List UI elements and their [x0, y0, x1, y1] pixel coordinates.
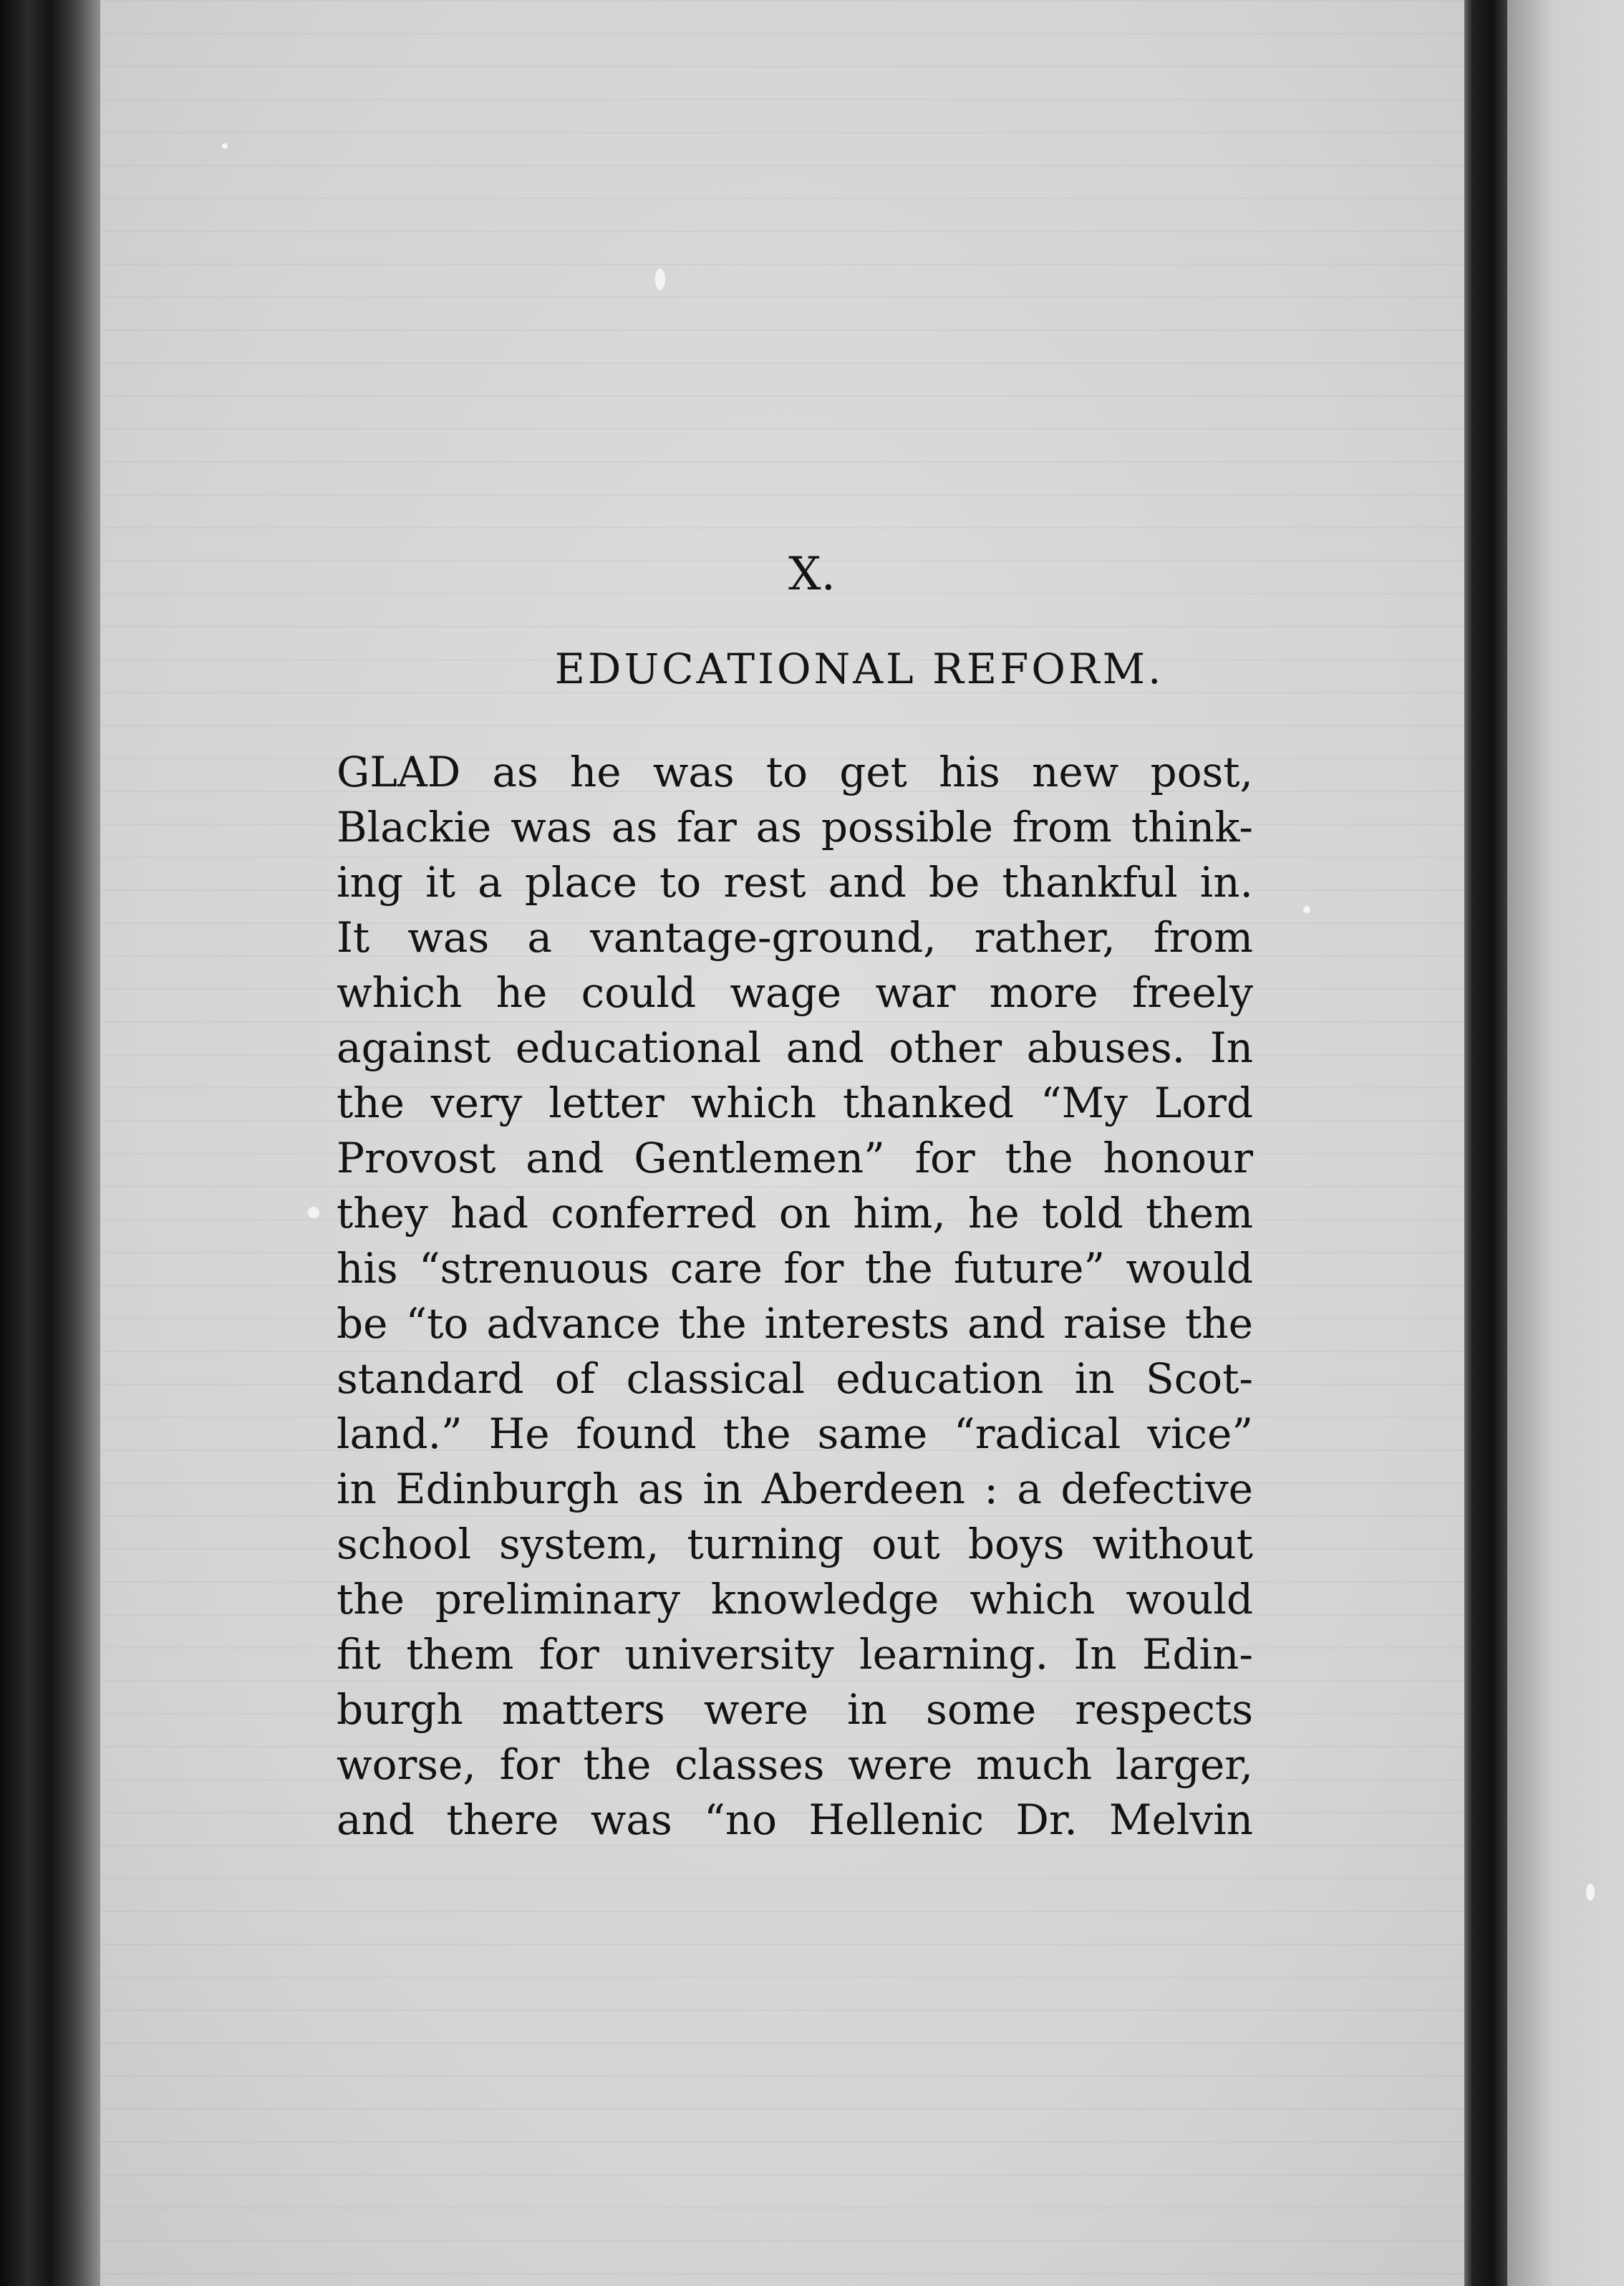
chapter-number: X.	[788, 548, 836, 601]
text-line: which he could wage war more freely	[337, 968, 1253, 1017]
chapter-title: EDUCATIONAL REFORM.	[554, 645, 1164, 693]
text-line: land.” He found the same “radical vice”	[337, 1409, 1253, 1458]
text-line: GLAD as he was to get his new post,	[337, 748, 1253, 796]
text-line: be “to advance the interests and raise the	[337, 1299, 1253, 1348]
text-line: fit them for university learning. In Edin-	[337, 1630, 1253, 1679]
adjacent-page-edge	[1507, 0, 1624, 2286]
left-binding-edge	[0, 0, 107, 2286]
text-line: ing it a place to rest and be thankful in.	[337, 858, 1253, 907]
text-line: and there was “no Hellenic Dr. Melvin	[337, 1795, 1253, 1844]
text-line: It was a vantage-ground, rather, from	[337, 913, 1253, 962]
book-spine-gutter	[1464, 0, 1507, 2286]
text-line: against educational and other abuses. In	[337, 1023, 1253, 1072]
text-line: his “strenuous care for the future” would	[337, 1244, 1253, 1293]
text-line: burgh matters were in some respects	[337, 1685, 1253, 1734]
text-line: standard of classical education in Scot-	[337, 1354, 1253, 1403]
body-paragraph	[337, 745, 1253, 1848]
text-line: they had conferred on him, he told them	[337, 1189, 1253, 1238]
text-line: Provost and Gentlemen” for the honour	[337, 1134, 1253, 1182]
text-line: in Edinburgh as in Aberdeen : a defective	[337, 1465, 1253, 1513]
text-line: worse, for the classes were much larger,	[337, 1740, 1253, 1789]
text-line: the preliminary knowledge which would	[337, 1575, 1253, 1624]
text-line: school system, turning out boys without	[337, 1520, 1253, 1568]
text-line: the very letter which thanked “My Lord	[337, 1079, 1253, 1127]
text-line: Blackie was as far as possible from think-	[337, 803, 1253, 852]
